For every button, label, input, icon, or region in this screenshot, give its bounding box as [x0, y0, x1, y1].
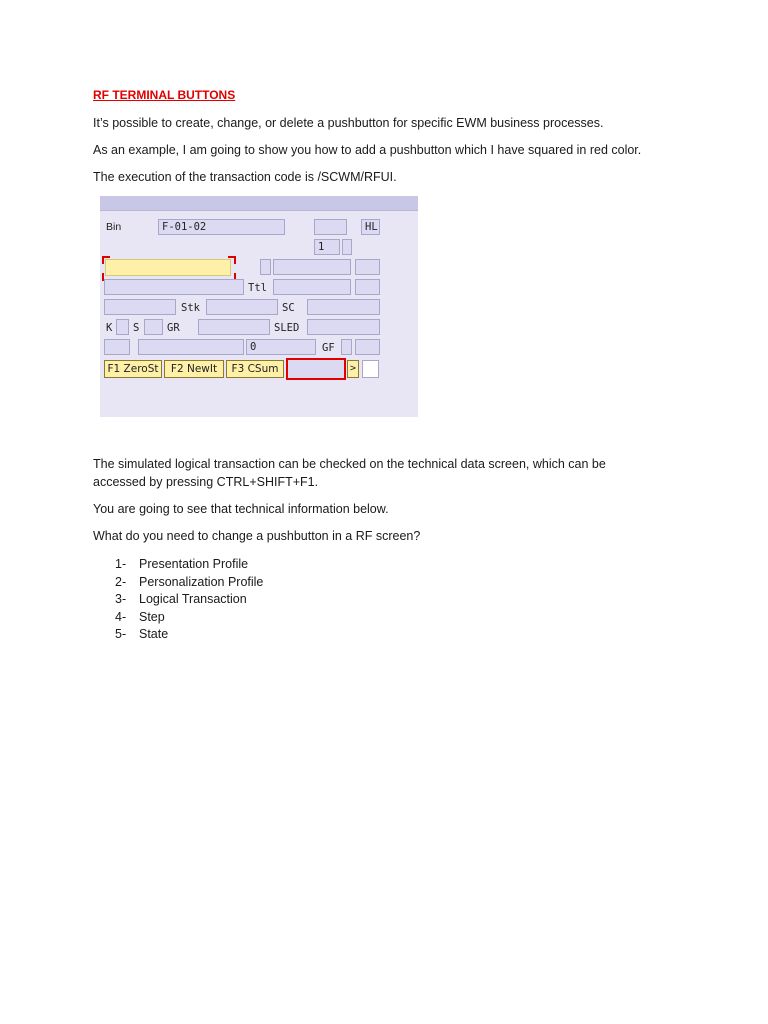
hl-field[interactable]: HL [361, 219, 380, 235]
rf-field[interactable] [355, 279, 380, 295]
paragraph-question: What do you need to change a pushbutton in a RF screen? [93, 529, 421, 543]
rf-field[interactable] [314, 219, 347, 235]
requirements-list [115, 556, 263, 644]
rf-field[interactable] [307, 319, 380, 335]
rf-field[interactable] [104, 299, 176, 315]
rf-title-bar [100, 196, 418, 211]
red-corner-mark [102, 256, 110, 264]
stk-label: Stk [181, 302, 200, 314]
rf-field[interactable] [104, 339, 130, 355]
list-item: 4- Step [115, 609, 165, 624]
paragraph-technical-screen-line2: accessed by pressing CTRL+SHIFT+F1. [93, 475, 319, 489]
focused-input[interactable] [105, 259, 231, 276]
zero-field[interactable]: 0 [246, 339, 316, 355]
rf-field[interactable] [307, 299, 380, 315]
list-item: 2- Personalization Profile [115, 574, 264, 589]
rf-screen [100, 196, 418, 417]
rf-field[interactable] [104, 279, 244, 295]
paragraph-technical-screen-line1: The simulated logical transaction can be checked on the technical data screen, which can be [93, 457, 606, 471]
section-title: RF TERMINAL BUTTONS [93, 88, 236, 102]
rf-field[interactable] [341, 339, 352, 355]
red-corner-mark [228, 256, 236, 264]
rf-field[interactable] [273, 259, 351, 275]
paragraph-transaction-code: The execution of the transaction code is /SCWM/RFUI. [93, 170, 397, 184]
gf-label: GF [322, 342, 335, 354]
s-label: S [133, 322, 140, 334]
new-pushbutton-highlight[interactable] [286, 358, 346, 380]
rf-field[interactable] [144, 319, 163, 335]
paragraph-intro: It’s possible to create, change, or delete a pushbutton for specific EWM business processes. [93, 116, 604, 130]
rf-field[interactable] [355, 339, 380, 355]
f1-zerost-button[interactable]: F1 ZeroSt [104, 360, 162, 378]
rf-field[interactable] [260, 259, 271, 275]
rf-field[interactable] [116, 319, 129, 335]
rf-field[interactable] [206, 299, 278, 315]
bin-field[interactable]: F-01-02 [158, 219, 285, 235]
gr-label: GR [167, 322, 180, 334]
next-page-button[interactable]: > [347, 360, 359, 378]
rf-field[interactable] [362, 360, 379, 378]
list-item: 3- Logical Transaction [115, 592, 247, 607]
list-item: 1- Presentation Profile [115, 557, 249, 571]
ttl-label: Ttl [248, 282, 267, 294]
rf-field[interactable] [138, 339, 244, 355]
rf-field[interactable] [355, 259, 380, 275]
count-field[interactable]: 1 [314, 239, 340, 255]
paragraph-example: As an example, I am going to show you how to add a pushbutton which I have squared in red color. [93, 143, 642, 157]
k-label: K [106, 322, 113, 334]
bin-label: Bin [106, 221, 122, 233]
sled-label: SLED [274, 322, 300, 334]
list-item: 5- State [115, 627, 169, 642]
rf-field[interactable] [198, 319, 270, 335]
rf-field[interactable] [342, 239, 352, 255]
f3-csum-button[interactable]: F3 CSum [226, 360, 284, 378]
paragraph-technical-info: You are going to see that technical information below. [93, 502, 389, 516]
sc-label: SC [282, 302, 295, 314]
rf-field[interactable] [273, 279, 351, 295]
f2-newit-button[interactable]: F2 NewIt [164, 360, 224, 378]
